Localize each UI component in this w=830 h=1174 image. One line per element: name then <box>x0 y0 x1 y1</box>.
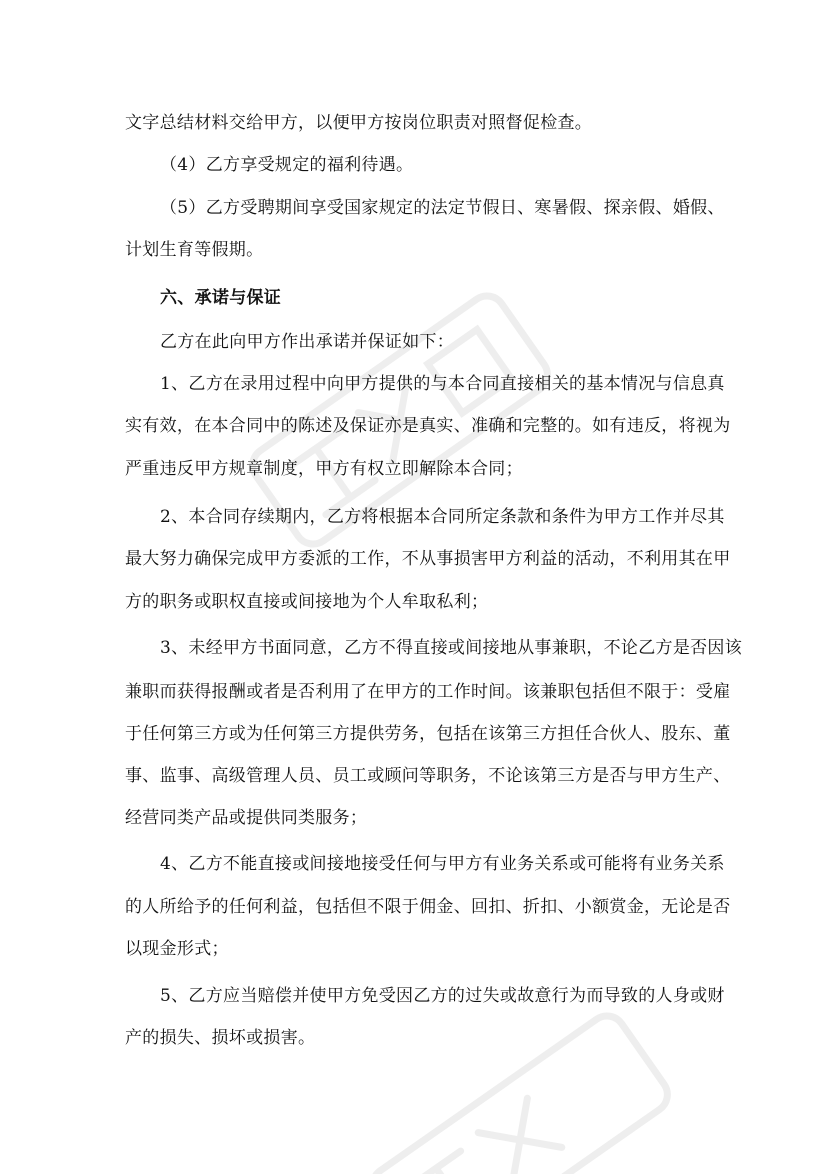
text-line: 乙方在此向甲方作出承诺并保证如下： <box>160 332 455 352</box>
text-line: 文字总结材料交给甲方，以便甲方按岗位职责对照督促检查。 <box>125 113 593 133</box>
text-line: 经营同类产品或提供同类服务； <box>125 808 368 828</box>
text-line: （5）乙方受聘期间享受国家规定的法定节假日、寒暑假、探亲假、婚假、 <box>160 198 725 218</box>
text-line: 的人所给予的任何利益，包括但不限于佣金、回扣、折扣、小额赏金，无论是否 <box>125 897 731 917</box>
text-line: 事、监事、高级管理人员、员工或顾问等职务，不论该第三方是否与甲方生产、 <box>125 766 731 786</box>
text-line: 3、未经甲方书面同意，乙方不得直接或间接地从事兼职，不论乙方是否因该 <box>160 638 743 658</box>
text-line: 实有效，在本合同中的陈述及保证亦是真实、准确和完整的。如有违反，将视为 <box>125 416 731 436</box>
text-line: 兼职而获得报酬或者是否利用了在甲方的工作时间。该兼职包括但不限于：受雇 <box>125 682 731 702</box>
text-line: 4、乙方不能直接或间接地接受任何与甲方有业务关系或可能将有业务关系 <box>160 854 725 874</box>
section-heading: 六、承诺与保证 <box>160 288 282 308</box>
text-line: 2、本合同存续期内，乙方将根据本合同所定条款和条件为甲方工作并尽其 <box>160 507 725 527</box>
text-line: 最大努力确保完成甲方委派的工作，不从事损害甲方利益的活动，不利用其在甲 <box>125 549 731 569</box>
text-line: 于任何第三方或为任何第三方提供劳务，包括在该第三方担任合伙人、股东、董 <box>125 724 731 744</box>
text-line: 产的损失、损坏或损害。 <box>125 1028 316 1048</box>
text-line: 严重违反甲方规章制度，甲方有权立即解除本合同； <box>125 459 523 479</box>
text-line: 计划生育等假期。 <box>125 240 264 260</box>
text-line: 以现金形式； <box>125 939 229 959</box>
text-line: （4）乙方享受规定的福利待遇。 <box>160 155 414 175</box>
text-line: 5、乙方应当赔偿并使甲方免受因乙方的过失或故意行为而导致的人身或财 <box>160 986 725 1006</box>
text-line: 方的职务或职权直接或间接地为个人牟取私利； <box>125 592 489 612</box>
text-line: 1、乙方在录用过程中向甲方提供的与本合同直接相关的基本情况与信息真 <box>160 374 725 394</box>
